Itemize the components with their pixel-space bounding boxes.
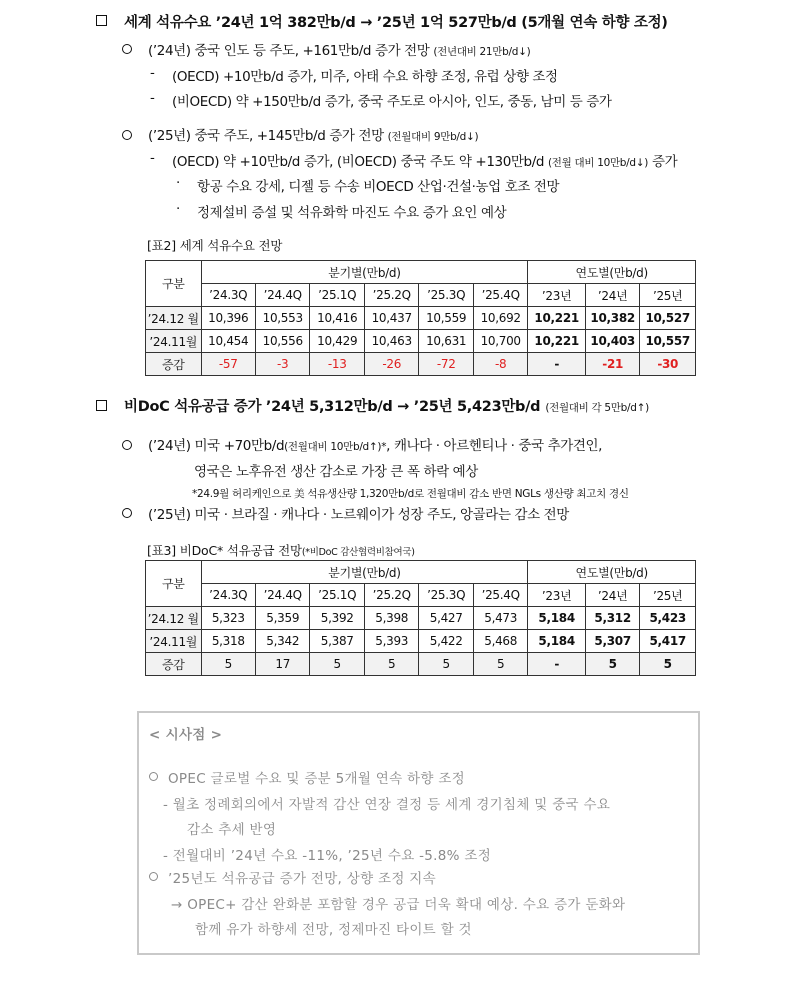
middle-dot-bullet: · xyxy=(176,175,180,191)
box-line: ’25년도 석유공급 증가 전망, 상향 조정 지속 xyxy=(168,871,436,887)
box-line: 감소 추세 반영 xyxy=(187,822,277,838)
detail-note: (전월 대비 10만b/d↓) xyxy=(547,157,649,169)
table-cell: 10,559 xyxy=(419,307,473,330)
bullet-note: (전년대비 21만b/d↓) xyxy=(433,46,531,58)
col-header: ’25년 xyxy=(640,284,696,307)
bullet-text-end: , 캐나다 · 아르헨티나 · 중국 추가견인, xyxy=(386,438,603,454)
col-header: ’25.4Q xyxy=(473,584,527,607)
section1-title: 세계 석유수요 ’24년 1억 382만b/d → ’25년 1억 527만b/d (5개월 연속 하향 조정) xyxy=(124,15,668,31)
table3-caption xyxy=(147,540,415,559)
table-cell: 5,417 xyxy=(640,630,696,653)
col-header: ’25.3Q xyxy=(419,584,473,607)
table3-nondoc-supply xyxy=(145,560,696,676)
col-header: ’25.2Q xyxy=(364,284,418,307)
caption-note: (*비DoC 감산협력비참여국) xyxy=(301,547,415,558)
table-cell: 10,382 xyxy=(585,307,639,330)
col-header: ’25.4Q xyxy=(473,284,527,307)
box-line: - 월초 정례회의에서 자발적 감산 연장 결정 등 세계 경기침체 및 중국 수요 xyxy=(163,797,611,813)
dot-item-aviation: 항공 수요 강세, 디젤 등 수송 비OECD 산업·건설·농업 호조 전망 xyxy=(197,179,560,195)
table2-world-demand xyxy=(145,260,696,376)
table-cell: -21 xyxy=(585,353,639,376)
table-cell: 5 xyxy=(310,653,364,676)
table-cell: 10,454 xyxy=(201,330,255,353)
table-cell: 10,221 xyxy=(528,307,586,330)
dot-item-refining: 정제설비 증설 및 석유화학 마진도 수요 증가 요인 예상 xyxy=(197,205,507,221)
table-cell: -3 xyxy=(255,353,309,376)
bullet-2025-demand xyxy=(148,124,478,144)
col-header: ’24년 xyxy=(585,584,639,607)
table-header-quarterly: 분기별(만b/d) xyxy=(201,261,528,284)
table-cell: 10,527 xyxy=(640,307,696,330)
row-label: ’24.12 월 xyxy=(146,607,202,630)
table-row-change xyxy=(146,653,696,676)
table-cell: 10,416 xyxy=(310,307,364,330)
detail-oecd-2024: (OECD) +10만b/d 증가, 미주, 아태 수요 하향 조정, 유럽 상향 조정 xyxy=(172,69,558,85)
table-header-yearly: 연도별(만b/d) xyxy=(528,261,696,284)
table-cell: 5 xyxy=(201,653,255,676)
detail-nonoecd-2024: (비OECD) 약 +150만b/d 증가, 중국 주도로 아시아, 인도, 중동, 남미 등 증가 xyxy=(172,94,612,110)
table-cell: 5,392 xyxy=(310,607,364,630)
col-header: ’25년 xyxy=(640,584,696,607)
table-row xyxy=(146,330,696,353)
bullet-2024-supply xyxy=(148,434,602,454)
table-cell: 5,393 xyxy=(364,630,418,653)
box-title: < 시사점 > xyxy=(149,727,223,743)
row-label: ’24.12 월 xyxy=(146,307,202,330)
table-cell: -57 xyxy=(201,353,255,376)
table-cell: 10,553 xyxy=(255,307,309,330)
section2-title-text: 비DoC 석유공급 증가 ’24년 5,312만b/d → ’25년 5,423만b/d xyxy=(124,399,541,415)
table-cell: 17 xyxy=(255,653,309,676)
table-cell: 5,323 xyxy=(201,607,255,630)
table-cell: 5,468 xyxy=(473,630,527,653)
table-cell: -30 xyxy=(640,353,696,376)
table-header-quarterly: 분기별(만b/d) xyxy=(201,561,528,584)
table-cell: 5,422 xyxy=(419,630,473,653)
circle-bullet xyxy=(122,44,132,54)
table-cell: 5 xyxy=(473,653,527,676)
circle-bullet xyxy=(122,130,132,140)
detail-text-end: 증가 xyxy=(651,154,678,170)
bullet-text: (’25년) 중국 주도, +145만b/d 증가 전망 xyxy=(148,128,384,144)
circle-bullet xyxy=(122,508,132,518)
table-cell: 5 xyxy=(585,653,639,676)
table-cell: 10,556 xyxy=(255,330,309,353)
table-cell: 5,473 xyxy=(473,607,527,630)
box-line: 함께 유가 하향세 전망, 정제마진 타이트 할 것 xyxy=(195,922,472,938)
table-cell: 5,398 xyxy=(364,607,418,630)
col-header: ’25.1Q xyxy=(310,584,364,607)
bullet-2025-supply: (’25년) 미국 · 브라질 · 캐나다 · 노르웨이가 성장 주도, 앙골라는 감소 전망 xyxy=(148,507,569,523)
table-cell: 10,221 xyxy=(528,330,586,353)
middle-dot-bullet: · xyxy=(176,201,180,217)
dash-bullet: - xyxy=(150,150,155,166)
section2-title-note: (전월대비 각 5만b/d↑) xyxy=(545,402,649,414)
table-cell: 5,184 xyxy=(528,630,586,653)
table-cell: 5,307 xyxy=(585,630,639,653)
bullet-2024-supply-cont: 영국은 노후유전 생산 감소로 가장 큰 폭 하락 예상 xyxy=(194,464,478,480)
circle-bullet xyxy=(149,872,158,881)
row-label: ’24.11월 xyxy=(146,630,202,653)
row-label: 증감 xyxy=(146,653,202,676)
col-header: ’24.4Q xyxy=(255,284,309,307)
table-header-gubun: 구분 xyxy=(146,261,202,307)
table-row xyxy=(146,630,696,653)
circle-bullet xyxy=(122,440,132,450)
table-cell: 5,387 xyxy=(310,630,364,653)
table-cell: 5 xyxy=(640,653,696,676)
table-cell: -13 xyxy=(310,353,364,376)
table-cell: 5,312 xyxy=(585,607,639,630)
bullet-text: (’24년) 미국 +70만b/d xyxy=(148,438,285,454)
table-cell: 10,692 xyxy=(473,307,527,330)
box-line: OPEC 글로벌 수요 및 증분 5개월 연속 하향 조정 xyxy=(168,771,465,787)
bullet-2024-demand xyxy=(148,39,530,59)
caption-text: [표3] 비DoC* 석유공급 전망 xyxy=(147,543,302,558)
table-cell: - xyxy=(528,353,586,376)
table-cell: 5,318 xyxy=(201,630,255,653)
col-header: ’25.3Q xyxy=(419,284,473,307)
section-square-bullet xyxy=(96,15,107,26)
detail-text: (OECD) 약 +10만b/d 증가, (비OECD) 중국 주도 약 +130만b/d xyxy=(172,154,545,170)
table-cell: - xyxy=(528,653,586,676)
detail-2025 xyxy=(172,150,677,170)
table-cell: 5,359 xyxy=(255,607,309,630)
table-cell: 10,437 xyxy=(364,307,418,330)
table-header-gubun: 구분 xyxy=(146,561,202,607)
table-row xyxy=(146,307,696,330)
table-cell: 10,463 xyxy=(364,330,418,353)
table-cell: 5,423 xyxy=(640,607,696,630)
section-square-bullet xyxy=(96,400,107,411)
table-row-change xyxy=(146,353,696,376)
table-cell: 10,429 xyxy=(310,330,364,353)
col-header: ’24.4Q xyxy=(255,584,309,607)
col-header: ’25.1Q xyxy=(310,284,364,307)
table-cell: 5,184 xyxy=(528,607,586,630)
table-cell: 5,342 xyxy=(255,630,309,653)
table-cell: 10,631 xyxy=(419,330,473,353)
col-header: ’23년 xyxy=(528,584,586,607)
col-header: ’23년 xyxy=(528,284,586,307)
table-cell: -72 xyxy=(419,353,473,376)
col-header: ’25.2Q xyxy=(364,584,418,607)
table-cell: 5,427 xyxy=(419,607,473,630)
dash-bullet: - xyxy=(150,65,155,81)
table-row xyxy=(146,607,696,630)
col-header: ’24.3Q xyxy=(201,284,255,307)
col-header: ’24년 xyxy=(585,284,639,307)
circle-bullet xyxy=(149,772,158,781)
table-cell: -26 xyxy=(364,353,418,376)
col-header: ’24.3Q xyxy=(201,584,255,607)
table-cell: -8 xyxy=(473,353,527,376)
table-cell: 10,700 xyxy=(473,330,527,353)
section2-title xyxy=(124,395,649,416)
table2-caption: [표2] 세계 석유수요 전망 xyxy=(147,238,283,253)
bullet-note: (전월대비 10만b/d↑)* xyxy=(284,441,387,453)
table-cell: 5 xyxy=(364,653,418,676)
table-cell: 10,557 xyxy=(640,330,696,353)
footnote-hurricane: *24.9월 허리케인으로 美 석유생산량 1,320만b/d로 전월대비 감소 반면 NGLs 생산량 최고치 경신 xyxy=(192,488,629,500)
implications-box xyxy=(137,711,700,955)
dash-bullet: - xyxy=(150,90,155,106)
box-line: → OPEC+ 감산 완화분 포함할 경우 공급 더욱 확대 예상. 수요 증가 둔화와 xyxy=(171,897,626,913)
row-label: 증감 xyxy=(146,353,202,376)
table-cell: 10,403 xyxy=(585,330,639,353)
box-line: - 전월대비 ’24년 수요 -11%, ’25년 수요 -5.8% 조정 xyxy=(163,848,492,864)
table-header-yearly: 연도별(만b/d) xyxy=(528,561,696,584)
bullet-text: (’24년) 중국 인도 등 주도, +161만b/d 증가 전망 xyxy=(148,43,430,59)
bullet-note: (전월대비 9만b/d↓) xyxy=(387,131,479,143)
table-cell: 10,396 xyxy=(201,307,255,330)
row-label: ’24.11월 xyxy=(146,330,202,353)
table-cell: 5 xyxy=(419,653,473,676)
